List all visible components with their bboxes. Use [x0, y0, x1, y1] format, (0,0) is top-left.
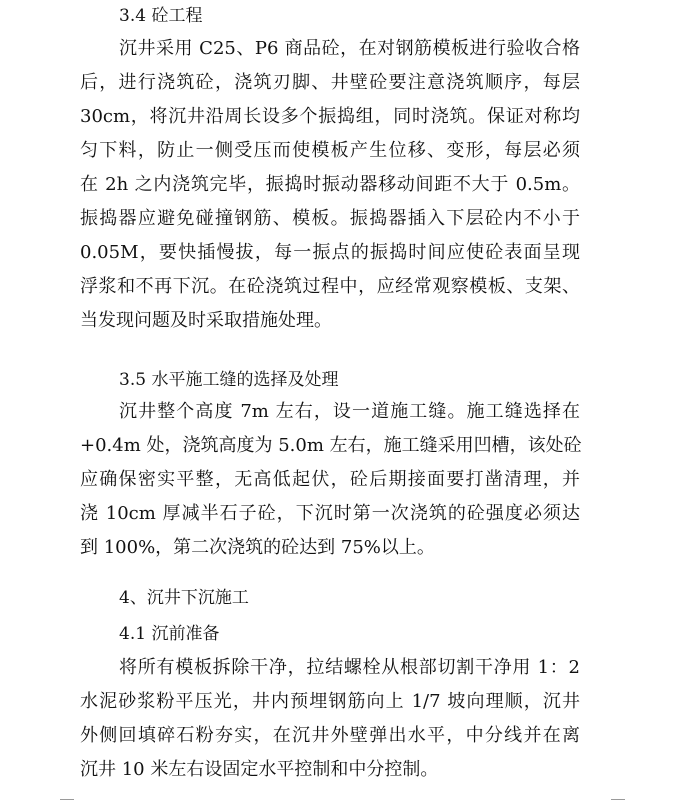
text-line: 外侧回填碎石粉夯实，在沉井外壁弹出水平，中分线并在离 [80, 725, 580, 746]
paragraph-pre-sinking-prep [80, 651, 580, 787]
text-line: 到 100%，第二次浇筑的砼达到 75%以上。 [80, 537, 435, 558]
text-line: +0.4m 处，浇筑高度为 5.0m 左右，施工缝采用凹槽，该处砼 [80, 435, 582, 456]
text-line: 后，进行浇筑砼，浇筑刃脚、井壁砼要注意浇筑顺序，每层 [80, 72, 580, 93]
paragraph-concrete-works [80, 32, 580, 338]
section-heading-3-4: 3.4 砼工程 [119, 6, 203, 26]
text-line: 沉井 10 米左右设固定水平控制和中分控制。 [80, 759, 439, 780]
paragraph-construction-joint [80, 395, 580, 565]
page-corner-mark-left [60, 799, 74, 800]
text-line: 浇 10cm 厚减半石子砼，下沉时第一次浇筑的砼强度必须达 [80, 503, 580, 524]
section-heading-4: 4、沉井下沉施工 [119, 588, 249, 608]
text-line: 0.05M，要快插慢拔，每一振点的振捣时间应使砼表面呈现 [80, 242, 580, 263]
text-line: 沉井整个高度 7m 左右，设一道施工缝。施工缝选择在 [119, 401, 580, 422]
text-line: 当发现问题及时采取措施处理。 [80, 310, 332, 331]
text-line: 匀下料，防止一侧受压而使模板产生位移、变形，每层必须 [80, 140, 580, 161]
text-line: 水泥砂浆粉平压光，井内预埋钢筋向上 1/7 坡向理顺，沉井 [80, 691, 580, 712]
page-corner-mark-right [611, 799, 625, 800]
text-line: 将所有模板拆除干净，拉结螺栓从根部切割干净用 1：2 [119, 657, 580, 678]
section-heading-3-5: 3.5 水平施工缝的选择及处理 [119, 370, 339, 390]
text-line: 沉井采用 C25、P6 商品砼，在对钢筋模板进行验收合格 [119, 38, 580, 59]
text-line: 振捣器应避免碰撞钢筋、模板。振捣器插入下层砼内不小于 [80, 208, 580, 229]
text-line: 在 2h 之内浇筑完毕，振捣时振动器移动间距不大于 0.5m。 [80, 174, 580, 195]
text-line: 30cm，将沉井沿周长设多个振捣组，同时浇筑。保证对称均 [80, 106, 580, 127]
text-line: 浮浆和不再下沉。在砼浇筑过程中，应经常观察模板、支架、 [80, 276, 580, 297]
section-heading-4-1: 4.1 沉前准备 [119, 624, 220, 644]
text-line: 应确保密实平整，无高低起伏，砼后期接面要打凿清理，并 [80, 469, 580, 490]
